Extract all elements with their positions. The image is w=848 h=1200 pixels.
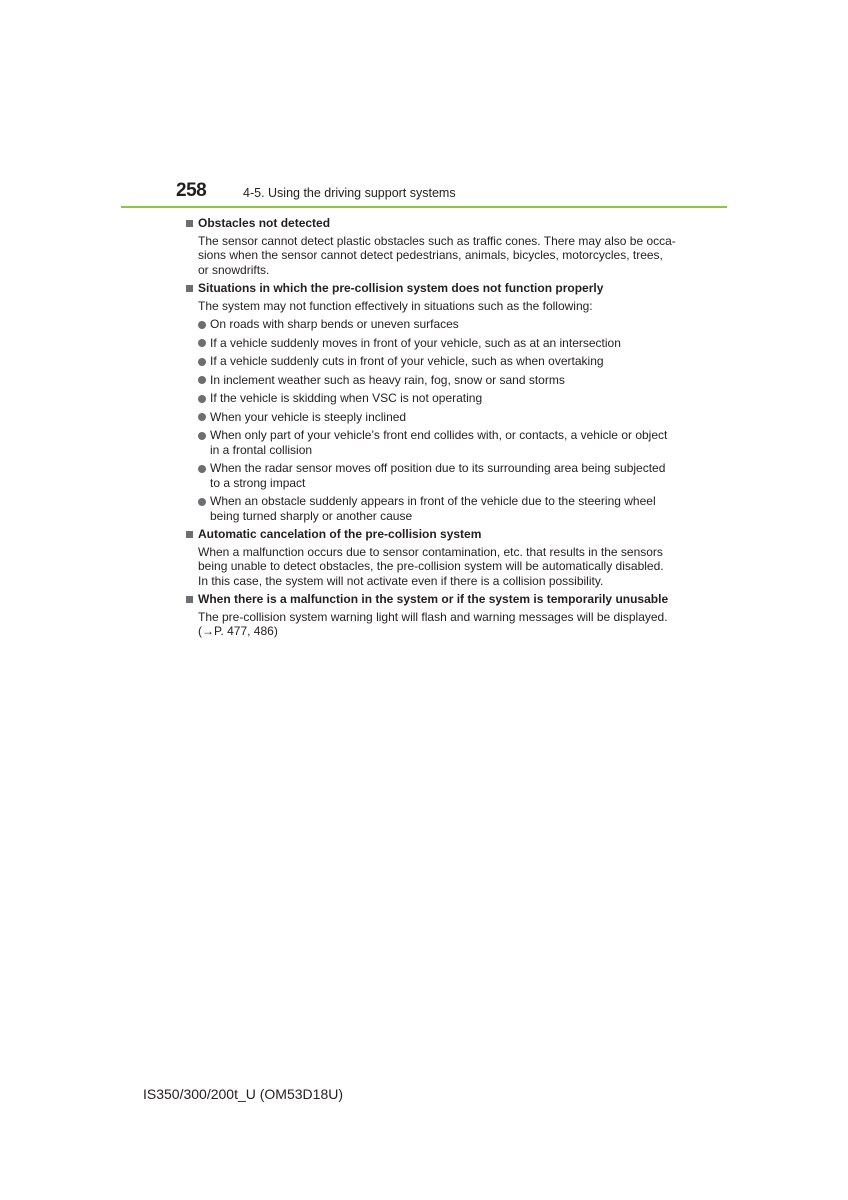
section-heading bbox=[186, 592, 676, 607]
list-item bbox=[198, 336, 676, 351]
heading-text: Situations in which the pre-collision system does not function properly bbox=[198, 281, 604, 295]
circle-bullet-icon bbox=[198, 339, 206, 347]
list-item-text: On roads with sharp bends or uneven surfaces bbox=[210, 317, 459, 331]
section-heading bbox=[186, 216, 676, 231]
header-rule bbox=[121, 206, 727, 208]
circle-bullet-icon bbox=[198, 432, 206, 440]
section-heading bbox=[186, 281, 676, 296]
model-code-footer: IS350/300/200t_U (OM53D18U) bbox=[143, 1086, 343, 1102]
list-item-text: In inclement weather such as heavy rain, fog, snow or sand storms bbox=[210, 372, 565, 387]
list-item-text: When the radar sensor moves off position due to its surrounding area being subjected to a strong impact bbox=[210, 461, 666, 490]
circle-bullet-icon bbox=[198, 395, 206, 403]
circle-bullet-icon bbox=[198, 358, 206, 366]
bullet-list bbox=[198, 317, 676, 523]
list-item-text: If a vehicle suddenly cuts in front of your vehicle, such as when overtaking bbox=[210, 354, 604, 368]
page-content bbox=[186, 216, 676, 643]
square-bullet-icon bbox=[186, 285, 193, 292]
circle-bullet-icon bbox=[198, 376, 206, 384]
heading-text: Obstacles not detected bbox=[198, 216, 331, 230]
circle-bullet-icon bbox=[198, 321, 206, 329]
list-item bbox=[198, 461, 676, 490]
heading-text: Automatic cancelation of the pre-collision system bbox=[198, 527, 482, 541]
square-bullet-icon bbox=[186, 531, 193, 538]
list-item bbox=[198, 373, 676, 388]
section-body: The system may not function effectively in situations such as the following: bbox=[198, 298, 593, 313]
square-bullet-icon bbox=[186, 596, 193, 603]
page-number: 258 bbox=[176, 180, 207, 201]
list-item bbox=[198, 410, 676, 425]
list-item-text: If a vehicle suddenly moves in front of your vehicle, such as at an intersection bbox=[210, 335, 621, 350]
list-item-text: If the vehicle is skidding when VSC is not operating bbox=[210, 391, 483, 405]
section-body: The sensor cannot detect plastic obstacles such as traffic cones. There may also be occa-sions when the sensor cannot detect pedestrians, animals, bicycles, motorcycles, trees, or snowdrifts. bbox=[198, 233, 676, 277]
circle-bullet-icon bbox=[198, 413, 206, 421]
list-item bbox=[198, 494, 676, 523]
circle-bullet-icon bbox=[198, 465, 206, 473]
list-item-text: When an obstacle suddenly appears in front of the vehicle due to the steering wheel being turned sharply or another cause bbox=[210, 494, 656, 523]
section-body: When a malfunction occurs due to sensor contamination, etc. that results in the sensors being unable to detect obstacles, the pre-collision system will be automatically disabled. In this case, the system will not activate even if there is a collision possibility. bbox=[198, 544, 664, 588]
list-item bbox=[198, 428, 676, 457]
list-item-text: When only part of your vehicle’s front end collides with, or contacts, a vehicle or object in a frontal collision bbox=[210, 428, 668, 457]
list-item bbox=[198, 391, 676, 406]
list-item bbox=[198, 317, 676, 332]
section-body: The pre-collision system warning light will flash and warning messages will be displayed. (→P. 477, 486) bbox=[198, 609, 668, 638]
section-title: 4-5. Using the driving support systems bbox=[243, 186, 456, 200]
list-item-text: When your vehicle is steeply inclined bbox=[210, 409, 407, 424]
square-bullet-icon bbox=[186, 220, 193, 227]
heading-text: When there is a malfunction in the system or if the system is temporarily unusable bbox=[198, 592, 669, 606]
section-heading bbox=[186, 527, 676, 542]
list-item bbox=[198, 354, 676, 369]
circle-bullet-icon bbox=[198, 498, 206, 506]
